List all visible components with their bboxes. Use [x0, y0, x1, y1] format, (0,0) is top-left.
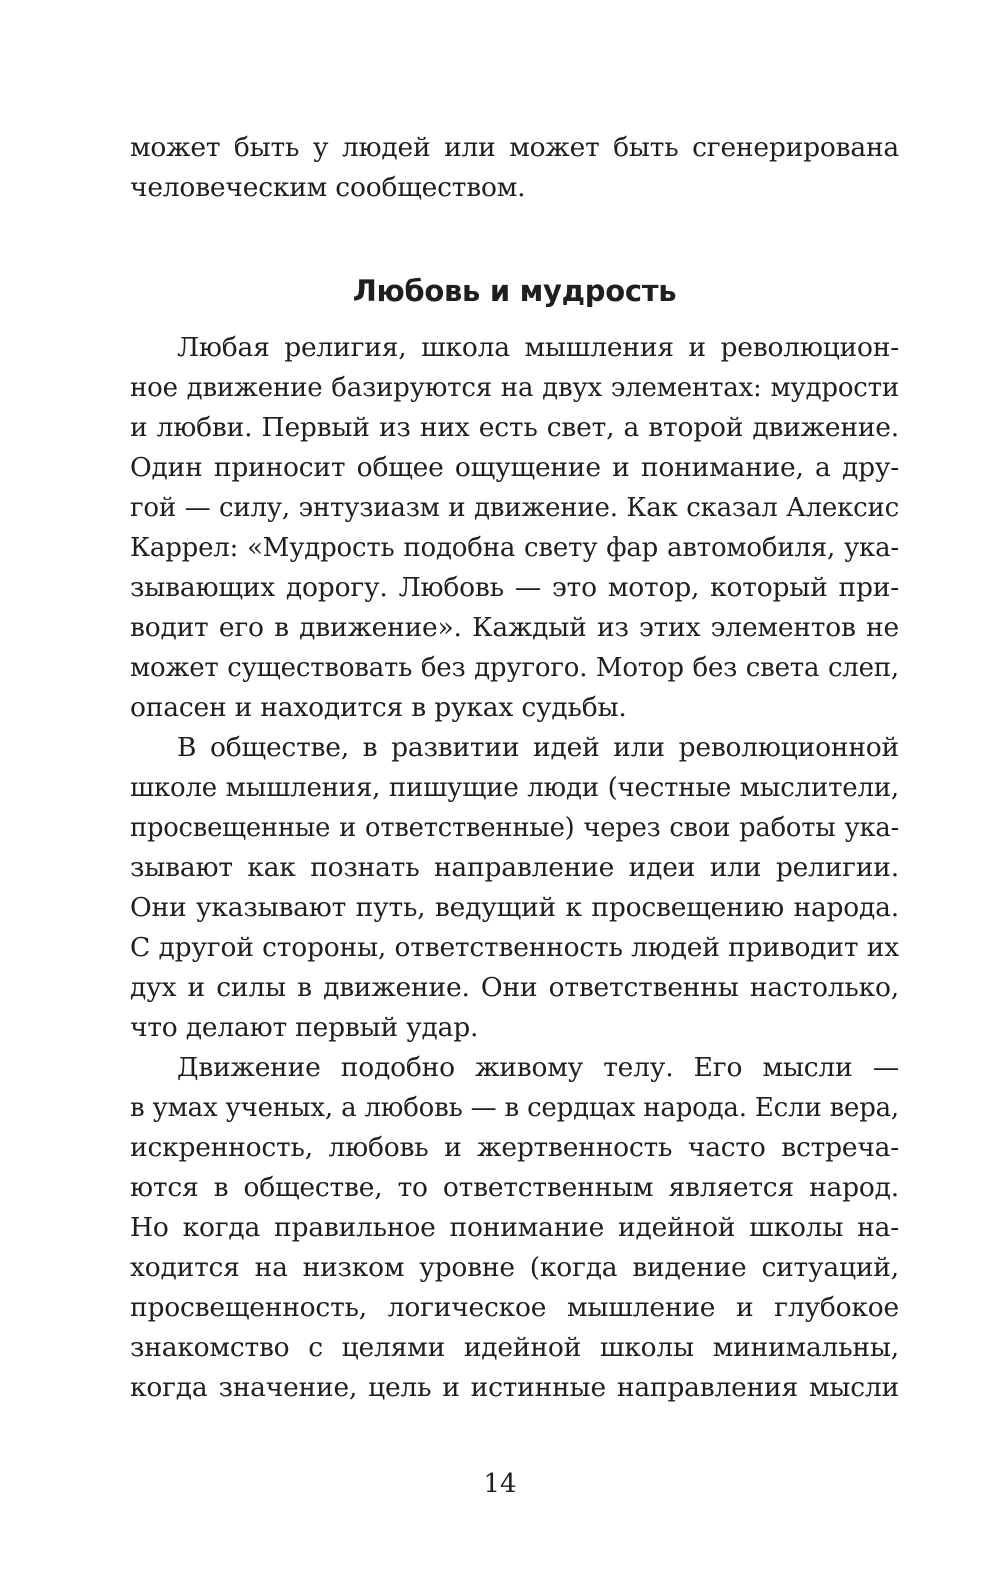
text-line: человеческим сообществом. — [130, 172, 526, 203]
text-line: в умах ученых, а любовь — в сердцах народа. Если вера, — [130, 1093, 899, 1123]
text-line: школе мышления, пишущие люди (честные мыслители, — [130, 773, 899, 803]
text-line: В обществе, в развитии идей или революционной — [177, 732, 899, 763]
paragraph-3 — [130, 1048, 899, 1408]
page-number: 14 — [483, 1469, 517, 1499]
text-line: Движение подобно живому телу. Его мысли — — [177, 1052, 899, 1083]
text-line: Но когда правильное понимание идейной школы на- — [130, 1212, 899, 1243]
text-line: может существовать без другого. Мотор без света слеп, — [130, 653, 899, 683]
paragraph-2 — [130, 728, 899, 1048]
section-heading: Любовь и мудрость — [352, 274, 677, 308]
text-line: знакомство с целями идейной школы минимальны, — [130, 1332, 899, 1363]
text-line: просвещенность, логическое мышление и глубокое — [130, 1292, 899, 1323]
text-line: Каррел: «Мудрость подобна свету фар автомобиля, ука- — [130, 533, 899, 563]
text-block — [130, 128, 899, 1408]
text-line: гой — силу, энтузиазм и движение. Как сказал Алексис — [130, 493, 899, 523]
continuation-paragraph — [130, 128, 899, 208]
text-line: что делают первый удар. — [130, 1012, 479, 1043]
text-line: водит его в движение». Каждый из этих элементов не — [130, 612, 899, 643]
text-line: искренность, любовь и жертвенность часто встреча- — [130, 1132, 899, 1163]
paragraph-1 — [130, 328, 899, 728]
text-line: зывающих дорогу. Любовь — это мотор, который при- — [130, 572, 899, 603]
text-line: Они указывают путь, ведущий к просвещению народа. — [130, 892, 899, 923]
text-line: С другой стороны, ответственность людей приводит их — [130, 932, 899, 963]
text-line: ются в обществе, то ответственным является народ. — [130, 1172, 899, 1203]
text-line: Любая религия, школа мышления и революцион- — [177, 332, 899, 363]
text-line: может быть у людей или может быть сгенерирована — [130, 132, 899, 163]
text-line: дух и силы в движение. Они ответственны настолько, — [130, 972, 899, 1003]
text-line: просвещенные и ответственные) через свои работы ука- — [130, 813, 899, 843]
text-line: ное движение базируются на двух элементах: мудрости — [130, 373, 899, 403]
text-line: Один приносит общее ощущение и понимание, а дру- — [130, 452, 899, 483]
text-line: и любви. Первый из них есть свет, а второй движение. — [130, 412, 899, 443]
text-line: когда значение, цель и истинные направления мысли — [130, 1372, 899, 1403]
text-line: зывают как познать направление идеи или религии. — [130, 852, 899, 883]
text-line: опасен и находится в руках судьбы. — [130, 692, 627, 723]
text-line: ходится на низком уровне (когда видение ситуаций, — [130, 1252, 899, 1283]
